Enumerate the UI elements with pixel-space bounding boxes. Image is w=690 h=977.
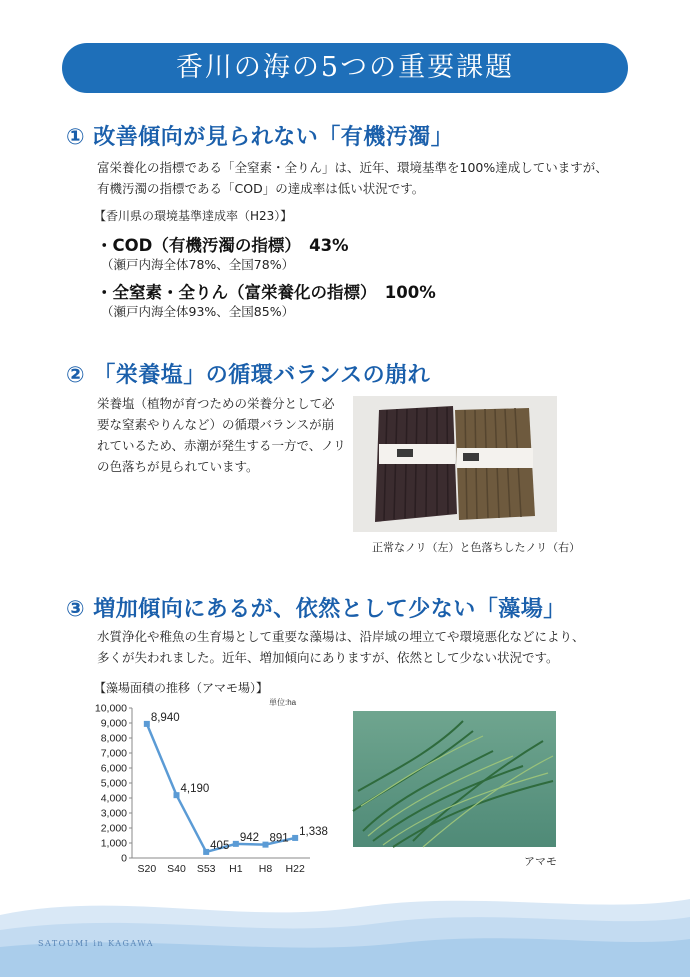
chart-unit-label: 単位:ha: [269, 698, 297, 707]
data-label: 4,190: [180, 783, 210, 796]
nitrogen-phosphorus-stat-sub: （瀬戸内海全体93%、全国85%）: [101, 304, 295, 319]
seagrass-area-chart: [84, 692, 328, 882]
y-tick-label: 2,000: [100, 822, 127, 835]
y-tick-label: 6,000: [100, 762, 127, 775]
section3-paragraph: [97, 626, 585, 668]
nitrogen-phosphorus-stat: ・全窒素・全りん（富栄養化の指標） 100%: [96, 283, 436, 302]
data-label: 405: [210, 839, 230, 852]
x-tick-label: H22: [285, 863, 305, 875]
seagrass-chart-label: 【藻場面積の推移（アマモ場）】: [94, 681, 269, 695]
y-tick-label: 7,000: [100, 747, 127, 760]
section2-heading: ② 「栄養塩」の循環バランスの崩れ: [66, 363, 431, 388]
data-label: 891: [269, 832, 289, 845]
data-label: 1,338: [299, 825, 328, 838]
section1-heading: ① 改善傾向が見られない「有機汚濁」: [66, 125, 454, 150]
x-tick-label: H1: [229, 863, 243, 875]
section1-para-line1: 富栄養化の指標である「全窒素・全りん」は、近年、環境基準を100%達成していますが、: [97, 160, 608, 175]
nori-photo-caption: 正常なノリ（左）と色落ちしたノリ（右）: [372, 541, 581, 554]
y-tick-label: 3,000: [100, 807, 127, 820]
cod-stat: ・COD（有機汚濁の指標） 43%: [96, 236, 349, 255]
seagrass-chart-svg: [84, 692, 328, 882]
nori-photo: [353, 396, 557, 532]
section2-para-line3: れているため、赤潮が発生する一方で、ノリ: [97, 438, 346, 453]
x-tick-label: S20: [137, 863, 157, 875]
section3-para-line1: 水質浄化や稚魚の生育場として重要な藻場は、沿岸域の埋立てや環境悪化などにより、: [97, 629, 585, 644]
section1-para-line2: 有機汚濁の指標である「COD」の達成率は低い状況です。: [97, 181, 425, 196]
y-tick-label: 0: [121, 852, 127, 865]
section1-standard-label: 【香川県の環境基準達成率（H23）】: [94, 209, 293, 223]
y-tick-label: 10,000: [94, 702, 127, 715]
x-tick-label: S53: [196, 863, 216, 875]
nori-photo-image: [353, 396, 557, 532]
data-label: 942: [239, 831, 260, 844]
y-tick-label: 8,000: [100, 732, 127, 745]
data-label: 8,940: [150, 711, 180, 724]
section2-para-line1: 栄養塩（植物が育つための栄養分として必: [97, 396, 335, 411]
y-tick-label: 9,000: [100, 717, 127, 730]
section2-paragraph: [97, 393, 357, 477]
section2-para-line2: 要な窒素やりんなど）の循環バランスが崩: [97, 417, 335, 432]
data-point: [263, 842, 269, 848]
amamo-photo-image: [353, 711, 556, 847]
footer-wave-decoration: [0, 885, 690, 977]
section3-para-line2: 多くが失われました。近年、増加傾向にありますが、依然として少ない状況です。: [97, 650, 559, 665]
y-tick-label: 1,000: [100, 837, 127, 850]
data-point: [292, 835, 298, 841]
section2-para-line4: の色落ちが見られています。: [97, 459, 259, 474]
x-tick-label: H8: [258, 863, 273, 875]
amamo-photo: [353, 711, 556, 847]
data-point: [144, 721, 150, 727]
data-point: [203, 849, 209, 855]
footer-brand-text: SATOUMI in KAGAWA: [38, 939, 154, 948]
y-tick-label: 4,000: [100, 792, 127, 805]
section1-paragraph: [97, 157, 608, 199]
y-tick-label: 5,000: [100, 777, 127, 790]
x-tick-label: S40: [167, 863, 186, 875]
amamo-photo-caption: アマモ: [524, 855, 557, 868]
data-point: [174, 792, 180, 798]
cod-stat-sub: （瀬戸内海全体78%、全国78%）: [101, 257, 295, 272]
page-title-banner: 香川の海の5つの重要課題: [62, 43, 628, 93]
section3-heading: ③ 増加傾向にあるが、依然として少ない「藻場」: [66, 597, 566, 622]
data-point: [233, 841, 239, 847]
